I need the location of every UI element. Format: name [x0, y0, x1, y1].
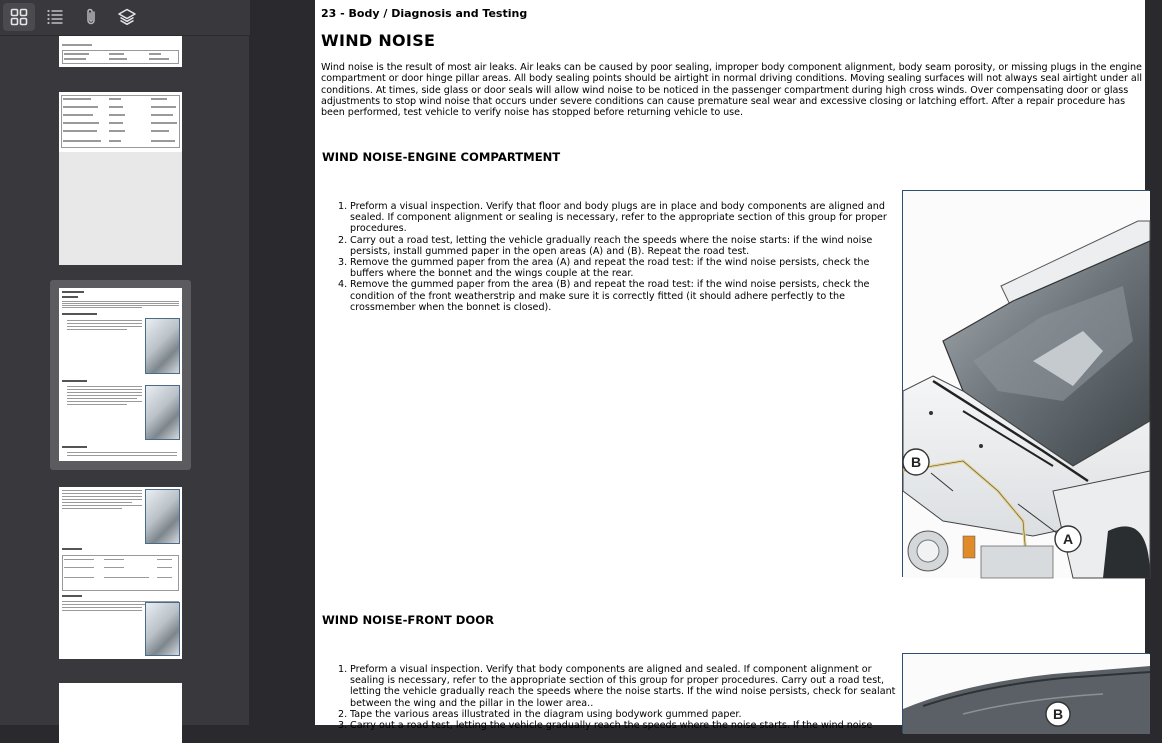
list-item: 3. Remove the gummed paper from the area (A) and repeat the road test: if the wind noise persists, check the buffers where the bonnet and the wings couple at the rear.	[338, 257, 870, 280]
intro-paragraph: Wind noise is the result of most air leaks. Air leaks can be caused by poor sealing, improper body component alignment, body seam porosity, or missing plugs in the engine compartment or door hinge pillar areas. All body sealing points should be airtight in normal driving conditions. Moving sealing surfaces will not always seal airtight under all conditions. At times, side glass or door seals will allow wind noise to be noticed in the passenger compartment during high cross winds. Over compensating door or glass adjustments to stop wind noise that occurs under severe conditions can cause premature seal wear and excessive closing or latching effort. After a repair procedure has been performed, test vehicle to verify noise has stopped before returning vehicle to use.	[321, 62, 1142, 119]
callout-a: A	[1062, 531, 1074, 547]
callout-b: B	[1052, 706, 1064, 722]
page-thumbnail[interactable]	[59, 92, 182, 265]
list-item: 4. Remove the gummed paper from the area (B) and repeat the road test: if the wind noise persists, check the condition of the front weatherstrip and make sure it is correctly fitted (it should adhere perfectly to the crossmember when the bonnet is closed).	[338, 279, 870, 313]
layers-icon	[117, 7, 137, 27]
grid-icon	[9, 7, 29, 27]
breadcrumb: 23 - Body / Diagnosis and Testing	[321, 7, 528, 20]
sidebar	[0, 0, 250, 725]
list-item: 2. Tape the various areas illustrated in the diagram using bodywork gummed paper.	[338, 708, 742, 720]
callout-b: B	[910, 454, 922, 470]
front-door-steps	[338, 664, 898, 732]
layers-button[interactable]	[111, 3, 143, 31]
sidebar-toolbar	[0, 0, 250, 36]
section-heading-front-door: WIND NOISE-FRONT DOOR	[322, 613, 495, 627]
document-page	[315, 0, 1145, 732]
engine-compartment-steps	[338, 201, 898, 313]
list-item: 3. Carry out a road test, letting the vehicle gradually reach the speeds where the noise starts. If the wind noise	[338, 720, 873, 732]
thumbnail-list	[0, 36, 250, 725]
paperclip-icon	[81, 7, 101, 27]
attachments-button[interactable]	[75, 3, 107, 31]
outline-button[interactable]	[39, 3, 71, 31]
front-door-figure	[902, 653, 1149, 733]
list-item: 2. Carry out a road test, letting the vehicle gradually reach the speeds where the noise starts: if the wind noise persists, install gummed paper in the open areas (A) and (B). Repeat the road test.	[338, 234, 873, 257]
section-heading-engine-compartment: WIND NOISE-ENGINE COMPARTMENT	[322, 150, 561, 164]
thumbnails-button[interactable]	[3, 3, 35, 31]
page-thumbnail[interactable]	[59, 487, 182, 659]
list-item: 1. Preform a visual inspection. Verify that floor and body plugs are in place and body components are aligned and sealed. If component alignment or sealing is necessary, refer to the appropriate section of this group for proper procedures.	[338, 201, 887, 235]
page-title: WIND NOISE	[321, 31, 436, 50]
list-icon	[45, 7, 65, 27]
engine-compartment-figure	[902, 190, 1149, 577]
page-thumbnail[interactable]	[59, 683, 182, 743]
document-viewer[interactable]	[251, 0, 1162, 732]
list-item: 1. Preform a visual inspection. Verify that body components are aligned and sealed. If component alignment or sealing is necessary, refer to the appropriate section of this group for proper procedures. Carry out a road test, letting the vehicle gradually reach the speeds where the noise starts. If the wind noise persists, check for sealant between the wing and the pillar in the lower area..	[338, 664, 896, 709]
page-thumbnail-current[interactable]	[59, 288, 182, 461]
